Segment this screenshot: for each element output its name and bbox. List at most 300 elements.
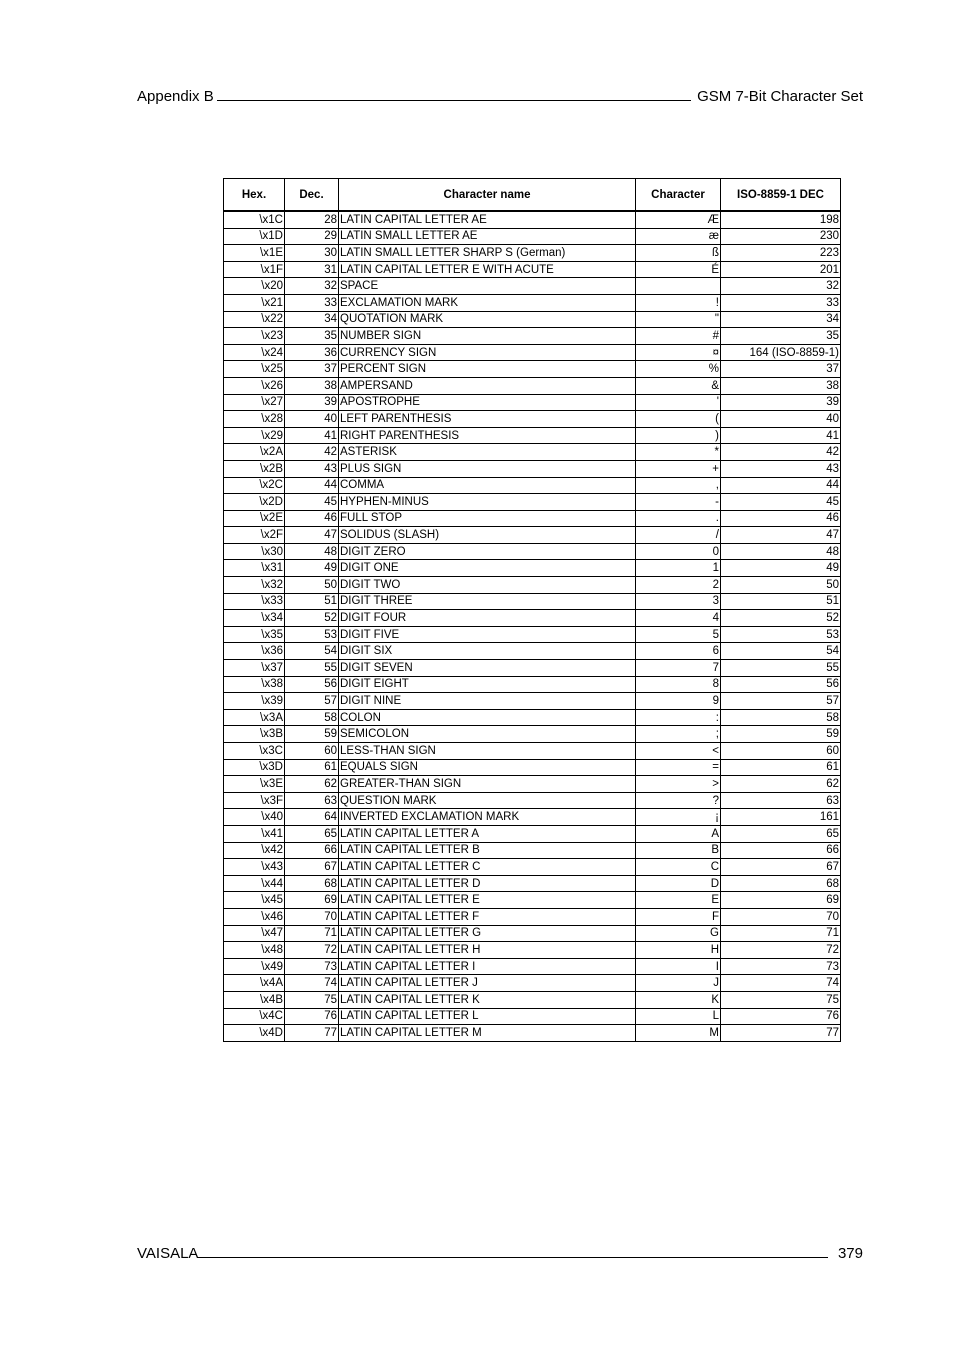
cell-character: J xyxy=(636,975,721,992)
cell-character-name: LATIN CAPITAL LETTER I xyxy=(339,958,636,975)
cell-iso-dec: 39 xyxy=(721,394,841,411)
cell-dec: 29 xyxy=(285,228,339,245)
cell-character: 0 xyxy=(636,543,721,560)
cell-character-name: AMPERSAND xyxy=(339,377,636,394)
cell-iso-dec: 51 xyxy=(721,593,841,610)
cell-hex: \x30 xyxy=(224,543,285,560)
cell-iso-dec: 47 xyxy=(721,527,841,544)
cell-iso-dec: 69 xyxy=(721,892,841,909)
footer-rule xyxy=(198,1243,828,1258)
cell-hex: \x39 xyxy=(224,693,285,710)
cell-character-name: SEMICOLON xyxy=(339,726,636,743)
cell-character: ß xyxy=(636,245,721,262)
table-row xyxy=(224,809,841,826)
cell-hex: \x42 xyxy=(224,842,285,859)
cell-hex: \x44 xyxy=(224,875,285,892)
cell-character: 6 xyxy=(636,643,721,660)
cell-hex: \x43 xyxy=(224,859,285,876)
cell-character: E xyxy=(636,892,721,909)
cell-character: M xyxy=(636,1025,721,1042)
cell-iso-dec: 55 xyxy=(721,660,841,677)
cell-character-name: DIGIT TWO xyxy=(339,577,636,594)
cell-character-name: LATIN CAPITAL LETTER C xyxy=(339,859,636,876)
cell-iso-dec: 37 xyxy=(721,361,841,378)
cell-character-name: DIGIT SIX xyxy=(339,643,636,660)
cell-dec: 64 xyxy=(285,809,339,826)
cell-hex: \x22 xyxy=(224,311,285,328)
cell-dec: 43 xyxy=(285,460,339,477)
cell-dec: 38 xyxy=(285,377,339,394)
cell-iso-dec: 68 xyxy=(721,875,841,892)
cell-character: H xyxy=(636,942,721,959)
cell-dec: 35 xyxy=(285,328,339,345)
cell-dec: 70 xyxy=(285,908,339,925)
cell-character: / xyxy=(636,527,721,544)
cell-iso-dec: 62 xyxy=(721,776,841,793)
column-header-character: Character xyxy=(636,179,721,212)
cell-character-name: FULL STOP xyxy=(339,510,636,527)
cell-iso-dec: 161 xyxy=(721,809,841,826)
cell-character: B xyxy=(636,842,721,859)
table-row xyxy=(224,743,841,760)
cell-hex: \x4A xyxy=(224,975,285,992)
cell-hex: \x37 xyxy=(224,660,285,677)
cell-dec: 66 xyxy=(285,842,339,859)
table-row xyxy=(224,759,841,776)
cell-character-name: RIGHT PARENTHESIS xyxy=(339,427,636,444)
table-row xyxy=(224,626,841,643)
table-row xyxy=(224,361,841,378)
cell-character: 3 xyxy=(636,593,721,610)
cell-hex: \x28 xyxy=(224,411,285,428)
table-row xyxy=(224,825,841,842)
cell-character: F xyxy=(636,908,721,925)
cell-dec: 47 xyxy=(285,527,339,544)
table-row xyxy=(224,228,841,245)
cell-character: 9 xyxy=(636,693,721,710)
table-row xyxy=(224,460,841,477)
table-row xyxy=(224,377,841,394)
header-chapter-title: GSM 7-Bit Character Set xyxy=(697,88,863,105)
cell-iso-dec: 201 xyxy=(721,261,841,278)
cell-dec: 73 xyxy=(285,958,339,975)
cell-iso-dec: 66 xyxy=(721,842,841,859)
cell-character: 7 xyxy=(636,660,721,677)
cell-character: % xyxy=(636,361,721,378)
column-header-dec: Dec. xyxy=(285,179,339,212)
cell-iso-dec: 230 xyxy=(721,228,841,245)
cell-iso-dec: 61 xyxy=(721,759,841,776)
table-row xyxy=(224,942,841,959)
cell-hex: \x3A xyxy=(224,709,285,726)
table-row xyxy=(224,211,841,228)
cell-dec: 31 xyxy=(285,261,339,278)
cell-character: 1 xyxy=(636,560,721,577)
cell-character-name: INVERTED EXCLAMATION MARK xyxy=(339,809,636,826)
cell-hex: \x2B xyxy=(224,460,285,477)
cell-character-name: LESS-THAN SIGN xyxy=(339,743,636,760)
cell-hex: \x41 xyxy=(224,825,285,842)
cell-dec: 77 xyxy=(285,1025,339,1042)
cell-character-name: LATIN CAPITAL LETTER E xyxy=(339,892,636,909)
cell-iso-dec: 70 xyxy=(721,908,841,925)
cell-character-name: SOLIDUS (SLASH) xyxy=(339,527,636,544)
cell-hex: \x4B xyxy=(224,991,285,1008)
cell-iso-dec: 71 xyxy=(721,925,841,942)
table-header-row xyxy=(224,179,841,212)
cell-iso-dec: 59 xyxy=(721,726,841,743)
table-row xyxy=(224,427,841,444)
cell-character: æ xyxy=(636,228,721,245)
cell-character-name: LATIN SMALL LETTER AE xyxy=(339,228,636,245)
cell-dec: 58 xyxy=(285,709,339,726)
cell-iso-dec: 38 xyxy=(721,377,841,394)
cell-character-name: LATIN CAPITAL LETTER K xyxy=(339,991,636,1008)
cell-hex: \x36 xyxy=(224,643,285,660)
table-row xyxy=(224,925,841,942)
cell-character-name: LATIN CAPITAL LETTER A xyxy=(339,825,636,842)
cell-dec: 56 xyxy=(285,676,339,693)
table-row xyxy=(224,958,841,975)
page-footer xyxy=(137,1243,863,1265)
cell-hex: \x3C xyxy=(224,743,285,760)
cell-hex: \x47 xyxy=(224,925,285,942)
table-row xyxy=(224,444,841,461)
cell-dec: 72 xyxy=(285,942,339,959)
cell-dec: 59 xyxy=(285,726,339,743)
cell-character: Æ xyxy=(636,211,721,228)
cell-hex: \x2F xyxy=(224,527,285,544)
cell-iso-dec: 43 xyxy=(721,460,841,477)
cell-iso-dec: 67 xyxy=(721,859,841,876)
character-table xyxy=(223,178,841,1042)
cell-character: 4 xyxy=(636,610,721,627)
cell-hex: \x24 xyxy=(224,344,285,361)
cell-character-name: EXCLAMATION MARK xyxy=(339,294,636,311)
cell-character xyxy=(636,278,721,295)
cell-character-name: DIGIT FOUR xyxy=(339,610,636,627)
cell-character-name: COLON xyxy=(339,709,636,726)
cell-character: ( xyxy=(636,411,721,428)
cell-iso-dec: 57 xyxy=(721,693,841,710)
cell-dec: 39 xyxy=(285,394,339,411)
cell-hex: \x4D xyxy=(224,1025,285,1042)
table-row xyxy=(224,527,841,544)
table-row xyxy=(224,477,841,494)
cell-character-name: CURRENCY SIGN xyxy=(339,344,636,361)
cell-hex: \x33 xyxy=(224,593,285,610)
cell-dec: 63 xyxy=(285,792,339,809)
table-row xyxy=(224,709,841,726)
cell-dec: 34 xyxy=(285,311,339,328)
cell-character-name: LATIN CAPITAL LETTER L xyxy=(339,1008,636,1025)
table-row xyxy=(224,510,841,527)
cell-dec: 60 xyxy=(285,743,339,760)
cell-iso-dec: 50 xyxy=(721,577,841,594)
cell-iso-dec: 60 xyxy=(721,743,841,760)
cell-iso-dec: 58 xyxy=(721,709,841,726)
cell-character: ¡ xyxy=(636,809,721,826)
table-row xyxy=(224,294,841,311)
cell-iso-dec: 74 xyxy=(721,975,841,992)
cell-iso-dec: 54 xyxy=(721,643,841,660)
cell-character: * xyxy=(636,444,721,461)
cell-hex: \x21 xyxy=(224,294,285,311)
cell-dec: 61 xyxy=(285,759,339,776)
cell-character: K xyxy=(636,991,721,1008)
cell-hex: \x27 xyxy=(224,394,285,411)
cell-hex: \x2C xyxy=(224,477,285,494)
cell-hex: \x34 xyxy=(224,610,285,627)
cell-character-name: HYPHEN-MINUS xyxy=(339,494,636,511)
table-row xyxy=(224,494,841,511)
cell-iso-dec: 44 xyxy=(721,477,841,494)
column-header-iso-dec: ISO-8859-1 DEC xyxy=(721,179,841,212)
cell-character: 2 xyxy=(636,577,721,594)
cell-character-name: DIGIT SEVEN xyxy=(339,660,636,677)
cell-character: & xyxy=(636,377,721,394)
cell-dec: 75 xyxy=(285,991,339,1008)
cell-character: , xyxy=(636,477,721,494)
cell-character-name: LATIN CAPITAL LETTER B xyxy=(339,842,636,859)
cell-hex: \x1F xyxy=(224,261,285,278)
cell-character: ' xyxy=(636,394,721,411)
cell-character: A xyxy=(636,825,721,842)
cell-character-name: DIGIT NINE xyxy=(339,693,636,710)
cell-hex: \x25 xyxy=(224,361,285,378)
cell-character-name: GREATER-THAN SIGN xyxy=(339,776,636,793)
cell-character-name: COMMA xyxy=(339,477,636,494)
cell-dec: 53 xyxy=(285,626,339,643)
cell-iso-dec: 53 xyxy=(721,626,841,643)
table-row xyxy=(224,975,841,992)
cell-iso-dec: 42 xyxy=(721,444,841,461)
cell-dec: 46 xyxy=(285,510,339,527)
cell-iso-dec: 72 xyxy=(721,942,841,959)
cell-character-name: DIGIT THREE xyxy=(339,593,636,610)
cell-hex: \x3E xyxy=(224,776,285,793)
cell-dec: 42 xyxy=(285,444,339,461)
cell-hex: \x1D xyxy=(224,228,285,245)
cell-character: = xyxy=(636,759,721,776)
cell-hex: \x40 xyxy=(224,809,285,826)
cell-character: C xyxy=(636,859,721,876)
cell-character-name: PLUS SIGN xyxy=(339,460,636,477)
cell-hex: \x35 xyxy=(224,626,285,643)
cell-character-name: LATIN CAPITAL LETTER F xyxy=(339,908,636,925)
cell-dec: 44 xyxy=(285,477,339,494)
table-row xyxy=(224,908,841,925)
cell-dec: 68 xyxy=(285,875,339,892)
cell-character-name: LATIN CAPITAL LETTER G xyxy=(339,925,636,942)
cell-iso-dec: 56 xyxy=(721,676,841,693)
cell-dec: 50 xyxy=(285,577,339,594)
page-header xyxy=(137,86,863,108)
cell-character-name: LEFT PARENTHESIS xyxy=(339,411,636,428)
cell-iso-dec: 76 xyxy=(721,1008,841,1025)
cell-iso-dec: 32 xyxy=(721,278,841,295)
cell-hex: \x46 xyxy=(224,908,285,925)
cell-hex: \x31 xyxy=(224,560,285,577)
table-row xyxy=(224,245,841,262)
cell-character: ; xyxy=(636,726,721,743)
cell-iso-dec: 77 xyxy=(721,1025,841,1042)
cell-hex: \x20 xyxy=(224,278,285,295)
cell-character: ! xyxy=(636,294,721,311)
header-section-label: Appendix B xyxy=(137,88,214,105)
cell-iso-dec: 198 xyxy=(721,211,841,228)
table-row xyxy=(224,792,841,809)
cell-character: É xyxy=(636,261,721,278)
table-row xyxy=(224,643,841,660)
cell-dec: 36 xyxy=(285,344,339,361)
cell-iso-dec: 45 xyxy=(721,494,841,511)
table-row xyxy=(224,278,841,295)
column-header-hex: Hex. xyxy=(224,179,285,212)
cell-character: < xyxy=(636,743,721,760)
table-row xyxy=(224,693,841,710)
table-row xyxy=(224,1025,841,1042)
cell-iso-dec: 65 xyxy=(721,825,841,842)
cell-iso-dec: 73 xyxy=(721,958,841,975)
cell-iso-dec: 164 (ISO-8859-1) xyxy=(721,344,841,361)
cell-character-name: APOSTROPHE xyxy=(339,394,636,411)
cell-iso-dec: 40 xyxy=(721,411,841,428)
cell-dec: 28 xyxy=(285,211,339,228)
cell-hex: \x2E xyxy=(224,510,285,527)
table-row xyxy=(224,842,841,859)
cell-dec: 57 xyxy=(285,693,339,710)
cell-character: " xyxy=(636,311,721,328)
cell-character-name: EQUALS SIGN xyxy=(339,759,636,776)
cell-hex: \x2A xyxy=(224,444,285,461)
cell-hex: \x1E xyxy=(224,245,285,262)
cell-character: # xyxy=(636,328,721,345)
cell-hex: \x29 xyxy=(224,427,285,444)
table-row xyxy=(224,411,841,428)
cell-dec: 52 xyxy=(285,610,339,627)
table-row xyxy=(224,676,841,693)
cell-character: ? xyxy=(636,792,721,809)
cell-iso-dec: 49 xyxy=(721,560,841,577)
cell-iso-dec: 223 xyxy=(721,245,841,262)
cell-dec: 76 xyxy=(285,1008,339,1025)
cell-character-name: LATIN CAPITAL LETTER AE xyxy=(339,211,636,228)
cell-iso-dec: 52 xyxy=(721,610,841,627)
cell-hex: \x3B xyxy=(224,726,285,743)
cell-character-name: PERCENT SIGN xyxy=(339,361,636,378)
table-row xyxy=(224,311,841,328)
cell-character-name: DIGIT ONE xyxy=(339,560,636,577)
table-row xyxy=(224,344,841,361)
cell-hex: \x2D xyxy=(224,494,285,511)
cell-dec: 71 xyxy=(285,925,339,942)
cell-hex: \x1C xyxy=(224,211,285,228)
cell-character-name: DIGIT EIGHT xyxy=(339,676,636,693)
table-row xyxy=(224,560,841,577)
cell-character-name: LATIN CAPITAL LETTER E WITH ACUTE xyxy=(339,261,636,278)
cell-dec: 67 xyxy=(285,859,339,876)
table-row xyxy=(224,1008,841,1025)
cell-character: . xyxy=(636,510,721,527)
cell-character-name: ASTERISK xyxy=(339,444,636,461)
page-number: 379 xyxy=(837,1245,863,1262)
cell-dec: 49 xyxy=(285,560,339,577)
cell-dec: 62 xyxy=(285,776,339,793)
cell-dec: 32 xyxy=(285,278,339,295)
cell-character-name: SPACE xyxy=(339,278,636,295)
cell-character: 5 xyxy=(636,626,721,643)
table-row xyxy=(224,577,841,594)
cell-character-name: QUOTATION MARK xyxy=(339,311,636,328)
table-row xyxy=(224,610,841,627)
table-row xyxy=(224,892,841,909)
cell-dec: 45 xyxy=(285,494,339,511)
cell-hex: \x45 xyxy=(224,892,285,909)
column-header-character-name: Character name xyxy=(339,179,636,212)
cell-dec: 69 xyxy=(285,892,339,909)
table-row xyxy=(224,543,841,560)
table-row xyxy=(224,394,841,411)
cell-character-name: NUMBER SIGN xyxy=(339,328,636,345)
cell-dec: 51 xyxy=(285,593,339,610)
header-rule xyxy=(217,86,691,101)
table-row xyxy=(224,859,841,876)
cell-dec: 65 xyxy=(285,825,339,842)
table-body xyxy=(224,211,841,1041)
cell-dec: 30 xyxy=(285,245,339,262)
table-row xyxy=(224,776,841,793)
table-row xyxy=(224,593,841,610)
cell-character: ¤ xyxy=(636,344,721,361)
cell-character: D xyxy=(636,875,721,892)
cell-hex: \x38 xyxy=(224,676,285,693)
cell-hex: \x4C xyxy=(224,1008,285,1025)
cell-iso-dec: 34 xyxy=(721,311,841,328)
cell-character-name: DIGIT ZERO xyxy=(339,543,636,560)
table-row xyxy=(224,991,841,1008)
cell-character: G xyxy=(636,925,721,942)
cell-iso-dec: 63 xyxy=(721,792,841,809)
cell-hex: \x3F xyxy=(224,792,285,809)
cell-character-name: LATIN SMALL LETTER SHARP S (German) xyxy=(339,245,636,262)
cell-character: - xyxy=(636,494,721,511)
cell-hex: \x32 xyxy=(224,577,285,594)
cell-dec: 37 xyxy=(285,361,339,378)
cell-character: 8 xyxy=(636,676,721,693)
cell-character-name: LATIN CAPITAL LETTER J xyxy=(339,975,636,992)
cell-character: > xyxy=(636,776,721,793)
cell-hex: \x26 xyxy=(224,377,285,394)
cell-character: L xyxy=(636,1008,721,1025)
cell-hex: \x48 xyxy=(224,942,285,959)
cell-hex: \x49 xyxy=(224,958,285,975)
cell-character-name: DIGIT FIVE xyxy=(339,626,636,643)
table-row xyxy=(224,875,841,892)
cell-dec: 48 xyxy=(285,543,339,560)
cell-character-name: LATIN CAPITAL LETTER M xyxy=(339,1025,636,1042)
table-row xyxy=(224,726,841,743)
cell-dec: 33 xyxy=(285,294,339,311)
cell-character: + xyxy=(636,460,721,477)
footer-company: VAISALA xyxy=(137,1245,199,1262)
cell-iso-dec: 75 xyxy=(721,991,841,1008)
cell-character-name: QUESTION MARK xyxy=(339,792,636,809)
cell-dec: 40 xyxy=(285,411,339,428)
cell-character: I xyxy=(636,958,721,975)
cell-dec: 41 xyxy=(285,427,339,444)
cell-character: ) xyxy=(636,427,721,444)
